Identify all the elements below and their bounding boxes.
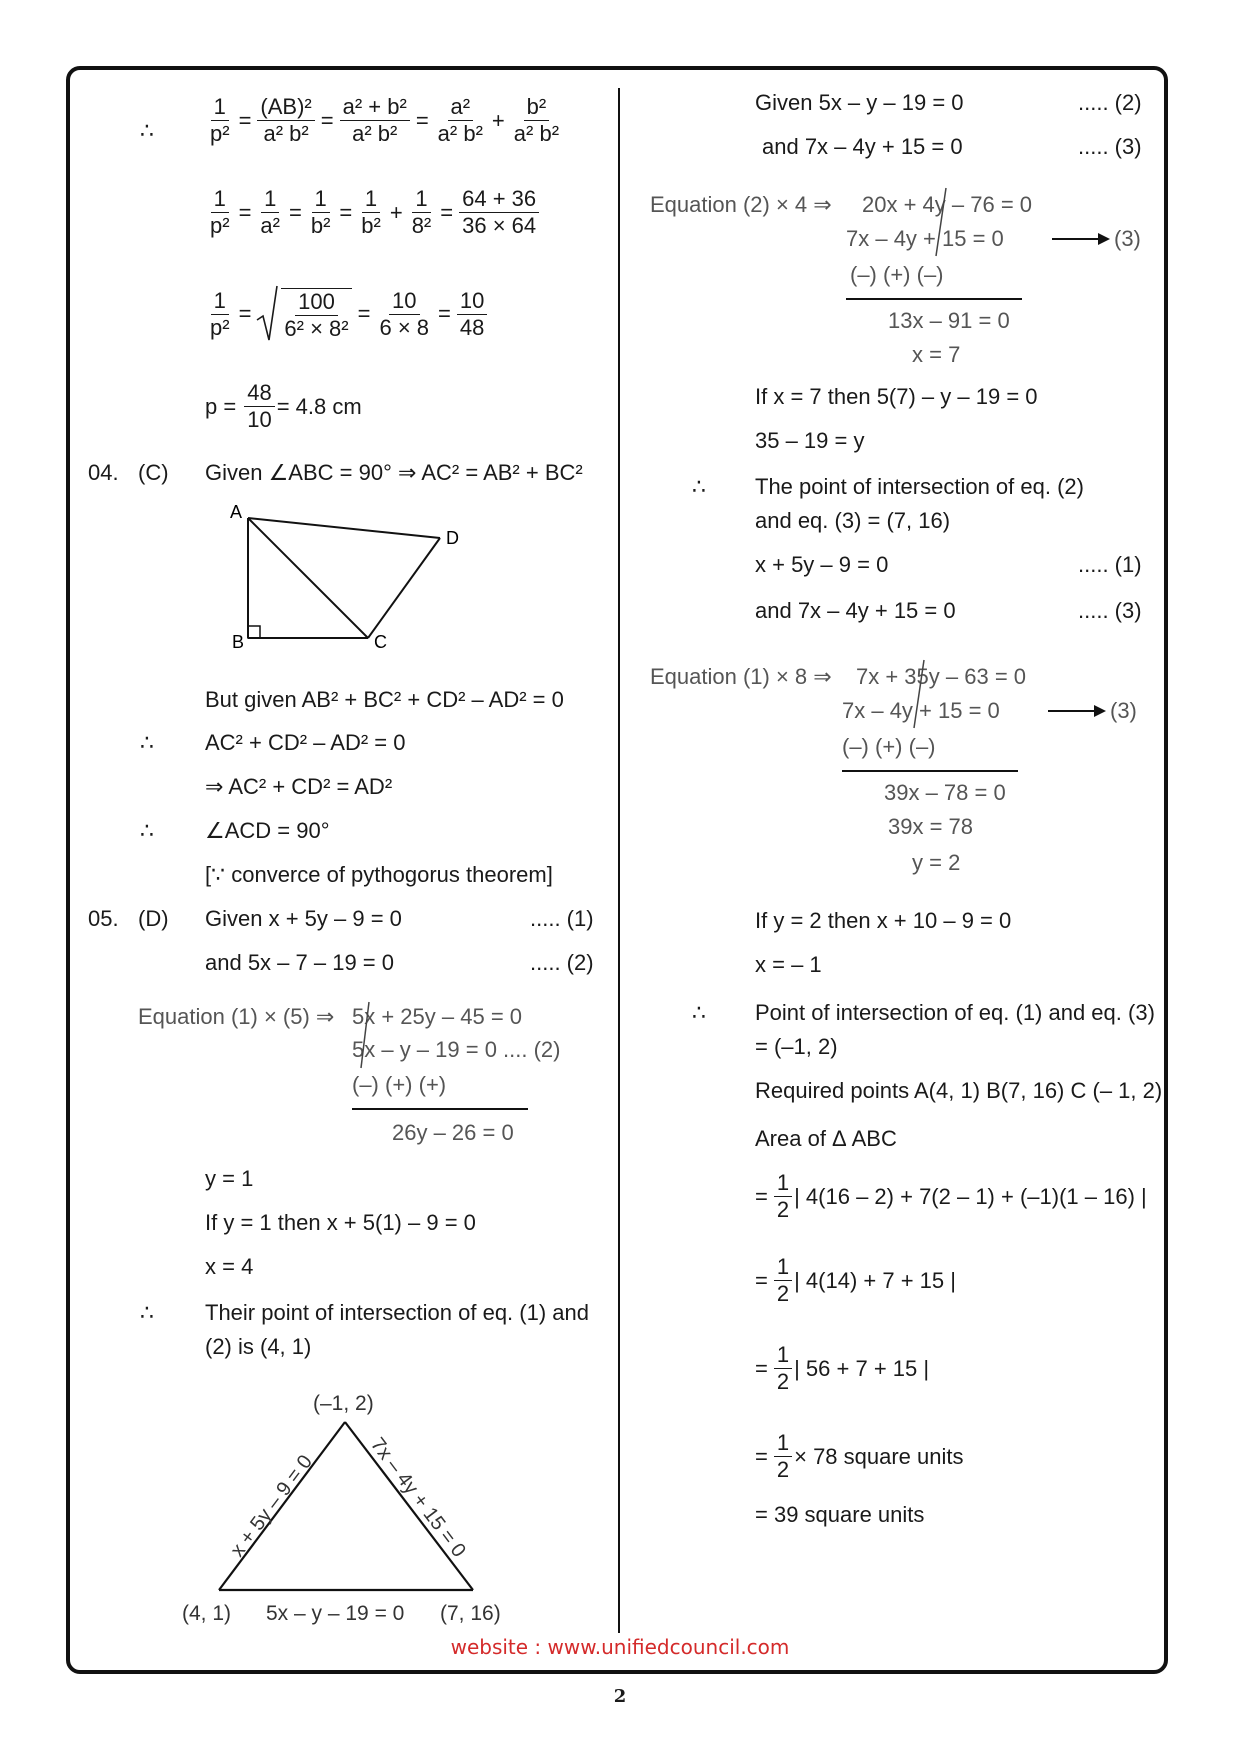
frac-num: 1 — [774, 1430, 792, 1457]
triangle-figure — [170, 1380, 520, 1630]
equation-step-label: Equation (1) × (5) ⇒ — [138, 1004, 335, 1029]
page-number: 2 — [613, 1686, 627, 1707]
statement-line: and eq. (3) = (7, 16) — [755, 508, 951, 533]
side-ad — [248, 518, 440, 538]
therefore-symbol: ∴ — [140, 1300, 154, 1325]
equals-sign: = — [755, 1355, 768, 1381]
cancel-stroke — [908, 658, 930, 730]
answer-option: (C) — [138, 460, 169, 485]
statement-line: Area of Δ ABC — [755, 1126, 897, 1151]
vertex-c: C — [374, 632, 387, 652]
given-equation: Given x + 5y – 9 = 0 — [205, 906, 402, 931]
statement-line: 35 – 19 = y — [755, 428, 865, 453]
statement-line: y = 1 — [205, 1166, 254, 1191]
equation-row: 7x + 35y – 63 = 0 — [856, 664, 1027, 689]
sqrt-sign — [255, 284, 353, 344]
statement-line: AC² + CD² – AD² = 0 — [205, 730, 406, 755]
equation-tag: ..... (3) — [1078, 134, 1142, 159]
equation-result: 26y – 26 = 0 — [392, 1120, 514, 1145]
equation-tag: ..... (2) — [1078, 90, 1142, 115]
statement-line: Point of intersection of eq. (1) and eq. (3) — [755, 1000, 1155, 1025]
equation-row: 20x + 4y – 76 = 0 — [862, 192, 1033, 217]
equation-row: 7x – 4y + 15 = 0 — [846, 226, 1004, 251]
area-expression: × 78 square units — [794, 1443, 964, 1469]
frac-num: a² + b² — [340, 94, 410, 121]
frac-num: 1 — [211, 186, 229, 213]
equation-result: 13x – 91 = 0 — [888, 308, 1010, 333]
sign-row: (–) (+) (+) — [352, 1072, 447, 1097]
frac-den: 10 — [247, 407, 272, 432]
right-side-equation-label: 7x – 4y + 15 = 0 — [366, 1433, 470, 1562]
statement-line: If y = 1 then x + 5(1) – 9 = 0 — [205, 1210, 476, 1235]
frac-num: 1 — [412, 186, 430, 213]
equation-step-label: Equation (2) × 4 ⇒ — [650, 192, 832, 217]
statement-line: If y = 2 then x + 10 – 9 = 0 — [755, 908, 1012, 933]
frac-num: 10 — [457, 288, 487, 315]
therefore-symbol: ∴ — [140, 818, 154, 843]
equals-sign: = — [755, 1267, 768, 1293]
equation-tag: ..... (1) — [1078, 552, 1142, 577]
statement-line: ⇒ AC² + CD² = AD² — [205, 774, 393, 799]
subtraction-rule — [842, 770, 1018, 772]
frac-num: 100 — [295, 289, 338, 316]
frac-den: p² — [210, 213, 230, 238]
frac-den: p² — [210, 121, 230, 146]
frac-den: b² — [310, 213, 331, 238]
diagonal-ac — [248, 518, 368, 638]
therefore-symbol: ∴ — [692, 474, 706, 499]
given-equation: and 7x – 4y + 15 = 0 — [755, 598, 956, 623]
vertex-d: D — [446, 528, 459, 548]
area-step-3 — [755, 1342, 929, 1395]
frac-num: 10 — [389, 288, 419, 315]
statement-line: But given AB² + BC² + CD² – AD² = 0 — [205, 687, 564, 712]
area-step-4 — [755, 1430, 964, 1483]
website-link[interactable]: website : www.unifiedcouncil.com — [450, 1635, 790, 1659]
equation-row: 5x – y – 19 = 0 .... (2) — [352, 1037, 561, 1062]
area-step-2 — [755, 1254, 956, 1307]
equals-sign: = — [755, 1443, 768, 1469]
frac-num: 64 + 36 — [459, 186, 539, 213]
question-number: 05. — [88, 906, 119, 931]
subtraction-rule — [846, 298, 1022, 300]
frac-den: a² b² — [352, 121, 398, 146]
given-equation: x + 5y – 9 = 0 — [755, 552, 889, 577]
frac-den: a² b² — [437, 121, 483, 146]
statement-line: The point of intersection of eq. (2) — [755, 474, 1084, 499]
area-expression: | 4(16 – 2) + 7(2 – 1) + (–1)(1 – 16) | — [794, 1183, 1147, 1209]
equation-result: x = 7 — [912, 342, 961, 367]
sign-row: (–) (+) (–) — [850, 262, 944, 287]
frac-num: 48 — [244, 380, 274, 407]
statement-line: Their point of intersection of eq. (1) and — [205, 1300, 589, 1325]
given-statement: Given ∠ABC = 90° ⇒ AC² = AB² + BC² — [205, 460, 583, 485]
frac-num: 1 — [774, 1342, 792, 1369]
vertex-top-label: (–1, 2) — [313, 1392, 374, 1415]
frac-den: 36 × 64 — [462, 213, 537, 238]
vertex-b: B — [232, 632, 245, 652]
p-result: = 4.8 cm — [276, 393, 362, 419]
equals-sign: = — [755, 1183, 768, 1209]
equation-tag: ..... (2) — [530, 950, 594, 975]
vertex-bottom-left-label: (4, 1) — [182, 1602, 232, 1625]
frac-den: a² — [260, 213, 280, 238]
therefore-symbol: ∴ — [692, 1000, 706, 1025]
frac-den: 6 × 8 — [379, 314, 430, 340]
frac-den: a² b² — [513, 121, 560, 146]
frac-den: 48 — [459, 314, 485, 340]
area-result: = 39 square units — [755, 1502, 925, 1527]
equation-tag: ..... (1) — [530, 906, 594, 931]
equation-line-1: $\frac{1}{\text{p²}}$ = $\frac{\text{(AB)²}}{\text{a² b²}}$ = $\frac{\text{a² + b²}}{\text{a² b²}}$ = $\frac{\text{a²}}{\text{a² b²}}$ + $\frac{\text{b²}}{\text{a² b²}}$ — [205, 94, 564, 147]
equation-row: 5x + 25y – 45 = 0 — [352, 1004, 523, 1029]
right-angle-mark — [248, 626, 260, 638]
frac-num: 1 — [312, 186, 330, 213]
frac-den: a² b² — [263, 121, 309, 146]
arrow-right-icon — [1048, 702, 1108, 720]
frac-num: 1 — [261, 186, 279, 213]
therefore-symbol: ∴ — [140, 118, 154, 143]
statement-line: (2) is (4, 1) — [205, 1334, 312, 1359]
column-divider — [618, 88, 620, 1633]
given-equation: and 7x – 4y + 15 = 0 — [762, 134, 963, 159]
frac-num: a² — [448, 94, 474, 121]
equation-result: y = 2 — [912, 850, 961, 875]
left-side-equation-label: x + 5y – 9 = 0 — [226, 1450, 317, 1562]
cancel-stroke — [930, 186, 952, 258]
frac-num: b² — [524, 94, 550, 121]
side-dc — [368, 538, 440, 638]
frac-den: 2 — [776, 1457, 790, 1482]
equation-step-label: Equation (1) × 8 ⇒ — [650, 664, 832, 689]
statement-line: x = – 1 — [755, 952, 822, 977]
triangle-right-side — [345, 1422, 473, 1590]
radical-icon — [255, 284, 279, 344]
statement-line: ∠ACD = 90° — [205, 818, 330, 843]
base-equation-label: 5x – y – 19 = 0 — [266, 1602, 405, 1625]
equation-line-3: $\frac{1}{\text{p²}}$ = $\frac{100}{\text{6² × 8²}}$ = $\frac{10}{6 \times 8}$ = $\frac{10}{48}$ — [205, 284, 489, 344]
equation-line-2: $\frac{1}{\text{p²}}$ = $\frac{1}{\text{a²}}$ = $\frac{1}{\text{b²}}$ = $\frac{1}{\text{b²}}$ + $\frac{1}{\text{8²}}$ = $\frac{64 + 36}{36 \times 64}$ — [205, 186, 541, 239]
p-label: p = — [205, 393, 237, 419]
frac-num: 1 — [362, 186, 380, 213]
equation-tag: (3) — [1110, 698, 1137, 723]
frac-num: 1 — [211, 288, 229, 315]
statement-line: = (–1, 2) — [755, 1034, 838, 1059]
frac-num: (AB)² — [257, 94, 314, 121]
frac-num: 1 — [774, 1170, 792, 1197]
statement-line: x = 4 — [205, 1254, 254, 1279]
frac-den: p² — [210, 314, 230, 340]
frac-num: 1 — [774, 1254, 792, 1281]
equation-line-4 — [205, 380, 362, 433]
equation-result: 39x – 78 = 0 — [884, 780, 1006, 805]
equation-tag: (3) — [1114, 226, 1141, 251]
given-equation: and 5x – 7 – 19 = 0 — [205, 950, 394, 975]
statement-line: [∵ converce of pythogorus theorem] — [205, 862, 553, 887]
equation-row: 7x – 4y + 15 = 0 — [842, 698, 1000, 723]
area-step-1 — [755, 1170, 1147, 1223]
area-expression: | 56 + 7 + 15 | — [794, 1355, 930, 1381]
equation-tag: ..... (3) — [1078, 598, 1142, 623]
equation-result: 39x = 78 — [888, 814, 974, 839]
frac-den: b² — [361, 213, 381, 238]
vertex-a: A — [230, 502, 243, 522]
frac-num: 1 — [211, 94, 229, 121]
sign-row: (–) (+) (–) — [842, 734, 936, 759]
arrow-right-icon — [1052, 230, 1112, 248]
frac-den: 2 — [776, 1281, 790, 1306]
cancel-stroke — [355, 1000, 375, 1070]
statement-line: Required points A(4, 1) B(7, 16) C (– 1, 2) — [755, 1078, 1163, 1103]
given-equation: Given 5x – y – 19 = 0 — [755, 90, 964, 115]
question-number: 04. — [88, 460, 119, 485]
frac-den: 6² × 8² — [284, 316, 349, 341]
quadrilateral-figure — [220, 500, 460, 660]
area-expression: | 4(14) + 7 + 15 | — [794, 1267, 956, 1293]
statement-line: If x = 7 then 5(7) – y – 19 = 0 — [755, 384, 1038, 409]
frac-den: 2 — [776, 1369, 790, 1394]
vertex-bottom-right-label: (7, 16) — [440, 1602, 501, 1625]
frac-den: 8² — [411, 213, 432, 238]
frac-den: 2 — [776, 1197, 790, 1222]
therefore-symbol: ∴ — [140, 730, 154, 755]
answer-option: (D) — [138, 906, 169, 931]
subtraction-rule — [352, 1108, 528, 1110]
